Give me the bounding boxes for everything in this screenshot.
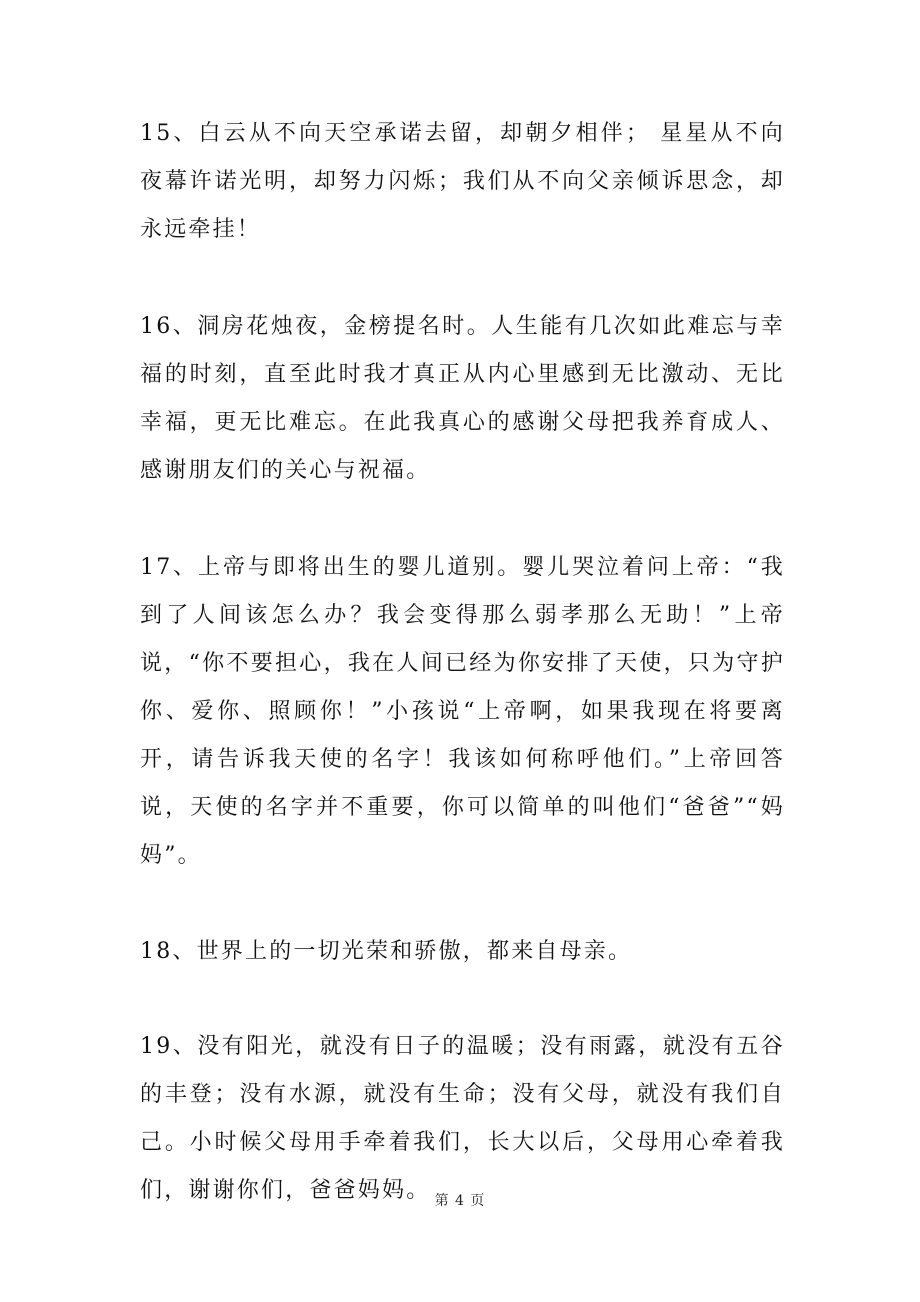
paragraph-17: 17、上帝与即将出生的婴儿道别。婴儿哭泣着问上帝：“我到了人间该怎么办？我会变得那么弱孝那么无助！”上帝说，“你不要担心，我在人间已经为你安排了天使，只为守护你、爱你、照顾你！”小孩说“上帝啊，如果我现在将要离开，请告诉我天使的名字！我该如何称呼他们。”上帝回答说，天使的名字并不重要，你可以简单的叫他们“爸爸”“妈妈”。 [140,555,785,868]
document-body [140,110,785,1215]
paragraph-16: 16、洞房花烛夜，金榜提名时。人生能有几次如此难忘与幸福的时刻，直至此时我才真正从内心里感到无比激动、无比幸福，更无比难忘。在此我真心的感谢父母把我养育成人、感谢朋友们的关心与祝福。 [140,314,785,483]
paragraph-19: 19、没有阳光，就没有日子的温暖；没有雨露，就没有五谷的丰登；没有水源，就没有生命；没有父母，就没有我们自己。小时候父母用手牵着我们，长大以后，父母用心牵着我们，谢谢你们，爸爸妈妈。 [140,1034,785,1203]
paragraph-15: 15、白云从不向天空承诺去留，却朝夕相伴； 星星从不向夜幕许诺光明，却努力闪烁；我们从不向父亲倾诉思念，却永远牵挂！ [140,121,785,242]
paragraph-18: 18、世界上的一切光荣和骄傲，都来自母亲。 [140,939,633,964]
page-number: 第 4 页 [434,1193,486,1209]
